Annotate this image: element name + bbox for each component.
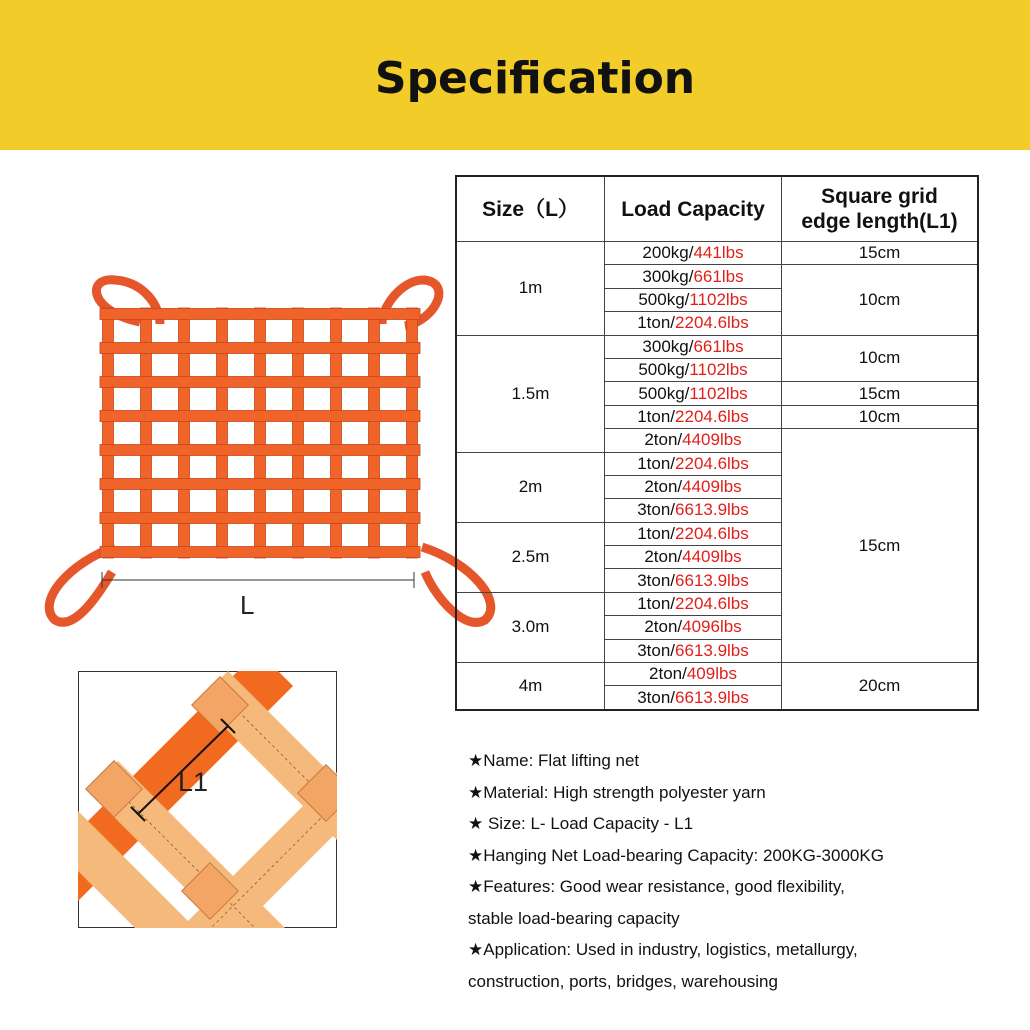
grid-cell: 10cm bbox=[782, 335, 979, 382]
capacity-cell: 300kg/661lbs bbox=[605, 265, 782, 288]
header-size: Size（L） bbox=[456, 176, 605, 242]
size-cell: 4m bbox=[456, 663, 605, 710]
capacity-cell: 1ton/2204.6lbs bbox=[605, 522, 782, 545]
note-line: ★Application: Used in industry, logistics, metallurgy, bbox=[468, 940, 858, 959]
grid-cell: 15cm bbox=[782, 242, 979, 265]
capacity-cell: 3ton/6613.9lbs bbox=[605, 639, 782, 662]
horizontal-strap bbox=[100, 479, 420, 490]
note-line: ★ Size: L- Load Capacity - L1 bbox=[468, 814, 694, 833]
capacity-cell: 1ton/2204.6lbs bbox=[605, 405, 782, 428]
capacity-cell: 1ton/2204.6lbs bbox=[605, 312, 782, 335]
grid-cell: 15cm bbox=[782, 382, 979, 405]
header-banner bbox=[0, 0, 1030, 150]
horizontal-strap bbox=[100, 547, 420, 558]
note-line: ★Hanging Net Load-bearing Capacity: 200KG-3000KG bbox=[468, 845, 884, 865]
size-cell: 2m bbox=[456, 452, 605, 522]
horizontal-strap bbox=[100, 445, 420, 456]
capacity-cell: 1ton/2204.6lbs bbox=[605, 592, 782, 615]
note-line: construction, ports, bridges, warehousing bbox=[468, 971, 778, 991]
length-label: L bbox=[240, 590, 255, 620]
page-title: Specification bbox=[374, 53, 696, 104]
horizontal-strap bbox=[100, 411, 420, 422]
capacity-cell: 200kg/441lbs bbox=[605, 242, 782, 265]
note-line: ★Features: Good wear resistance, good flexibility, bbox=[468, 877, 845, 896]
table-row bbox=[456, 663, 978, 686]
size-cell: 1m bbox=[456, 242, 605, 336]
capacity-cell: 300kg/661lbs bbox=[605, 335, 782, 358]
size-cell: 1.5m bbox=[456, 335, 605, 452]
note-line: ★Material: High strength polyester yarn bbox=[468, 782, 766, 802]
grid-cell: 20cm bbox=[782, 663, 979, 710]
capacity-cell: 3ton/6613.9lbs bbox=[605, 499, 782, 522]
specification-table bbox=[455, 175, 979, 711]
capacity-cell: 1ton/2204.6lbs bbox=[605, 452, 782, 475]
edge-length-label: L1 bbox=[178, 767, 209, 797]
size-cell: 2.5m bbox=[456, 522, 605, 592]
note-line: ★Name: Flat lifting net bbox=[468, 751, 640, 770]
capacity-cell: 500kg/1102lbs bbox=[605, 288, 782, 311]
grid-cell: 15cm bbox=[782, 429, 979, 663]
horizontal-strap bbox=[100, 513, 420, 524]
header-load-capacity: Load Capacity bbox=[605, 176, 782, 242]
table-row bbox=[456, 335, 978, 358]
capacity-cell: 2ton/4409lbs bbox=[605, 429, 782, 452]
capacity-cell: 2ton/4096lbs bbox=[605, 616, 782, 639]
capacity-cell: 500kg/1102lbs bbox=[605, 358, 782, 381]
size-cell: 3.0m bbox=[456, 592, 605, 662]
horizontal-strap bbox=[100, 343, 420, 354]
horizontal-strap bbox=[100, 377, 420, 388]
capacity-cell: 2ton/4409lbs bbox=[605, 475, 782, 498]
grid-cell: 10cm bbox=[782, 265, 979, 335]
capacity-cell: 2ton/4409lbs bbox=[605, 546, 782, 569]
length-dimension bbox=[102, 572, 414, 620]
capacity-cell: 500kg/1102lbs bbox=[605, 382, 782, 405]
product-notes bbox=[468, 745, 1008, 997]
grid-cell: 10cm bbox=[782, 405, 979, 428]
capacity-cell: 3ton/6613.9lbs bbox=[605, 686, 782, 710]
table-row bbox=[456, 242, 978, 265]
horizontal-strap bbox=[100, 309, 420, 320]
capacity-cell: 3ton/6613.9lbs bbox=[605, 569, 782, 592]
grid-detail-illustration bbox=[78, 671, 337, 928]
capacity-cell: 2ton/409lbs bbox=[605, 663, 782, 686]
note-line: stable load-bearing capacity bbox=[468, 908, 680, 928]
header-grid-edge-length: Square grid edge length(L1) bbox=[782, 176, 979, 242]
lifting-net-illustration bbox=[30, 262, 510, 642]
